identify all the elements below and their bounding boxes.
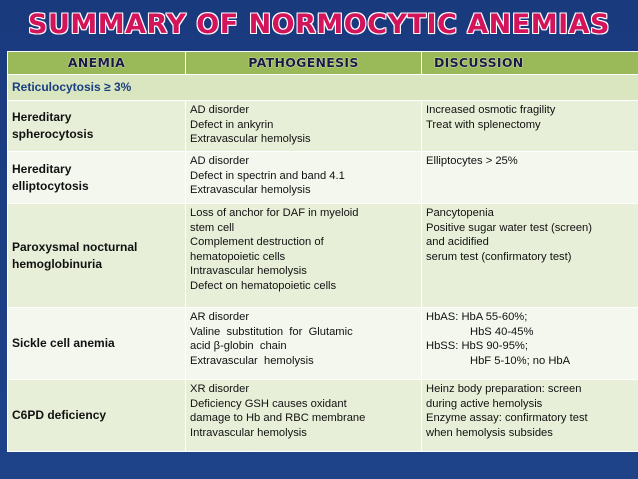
anemia-name-line: Paroxysmal nocturnal: [12, 239, 138, 254]
discussion-line: Heinz body preparation: screen: [426, 383, 582, 395]
pathogenesis-cell: [186, 308, 422, 380]
anemia-name-line: C6PD deficiency: [12, 408, 107, 422]
section-label: Reticulocytosis ≥ 3%: [8, 75, 638, 101]
discussion-line: HbSS: HbS 90-95%;: [426, 340, 528, 353]
pathogenesis-line: Extravascular hemolysis: [190, 184, 311, 197]
pathogenesis-line: acid β-globin chain: [190, 340, 287, 353]
section-row: [8, 75, 638, 101]
pathogenesis-line: Loss of anchor for DAF in myeloid: [190, 207, 359, 219]
pathogenesis-line: Deficiency GSH causes oxidant: [190, 397, 347, 410]
pathogenesis-line: damage to Hb and RBC membrane: [190, 412, 366, 425]
discussion-line: Increased osmotic fragility: [426, 104, 556, 116]
pathogenesis-cell: [186, 101, 422, 152]
table-row: [8, 204, 638, 308]
discussion-line: HbAS: HbA 55-60%;: [426, 311, 528, 323]
pathogenesis-line: AD disorder: [190, 155, 250, 167]
pathogenesis-line: stem cell: [190, 221, 235, 234]
pathogenesis-line: Defect in ankyrin: [190, 118, 274, 131]
discussion-line: Pancytopenia: [426, 207, 494, 219]
pathogenesis-line: Intravascular hemolysis: [190, 426, 307, 439]
header-row: [8, 52, 638, 75]
slide-title: SUMMARY OF NORMOCYTIC ANEMIAS: [28, 9, 610, 40]
pathogenesis-cell: [186, 204, 422, 308]
discussion-cell: [422, 152, 638, 204]
anemia-name-line: spherocytosis: [12, 127, 94, 141]
anemia-name-line: Hereditary: [12, 110, 72, 124]
header-pathogenesis: PATHOGENESIS: [186, 52, 422, 75]
table-row: [8, 101, 638, 152]
anemia-name: [8, 204, 186, 308]
pathogenesis-line: Intravascular hemolysis: [190, 265, 307, 278]
pathogenesis-line: Valine substitution for Glutamic: [190, 325, 353, 338]
table-row: [8, 380, 638, 452]
pathogenesis-line: AR disorder: [190, 311, 250, 323]
header-anemia: ANEMIA: [8, 52, 186, 75]
anemia-name-line: Sickle cell anemia: [12, 336, 115, 350]
pathogenesis-line: Extravascular hemolysis: [190, 354, 314, 367]
discussion-cell: [422, 380, 638, 452]
discussion-line: Elliptocytes > 25%: [426, 155, 518, 167]
pathogenesis-line: Extravascular hemolysis: [190, 133, 311, 146]
pathogenesis-line: Complement destruction of: [190, 236, 324, 249]
table-row: [8, 308, 638, 380]
anemia-name-line: Hereditary: [12, 161, 72, 176]
anemia-name: [8, 308, 186, 380]
discussion-cell: [422, 204, 638, 308]
discussion-line: serum test (confirmatory test): [426, 250, 572, 263]
anemia-summary-table: [7, 51, 638, 452]
discussion-line: Enzyme assay: confirmatory test: [426, 412, 588, 425]
pathogenesis-cell: [186, 152, 422, 204]
anemia-name: [8, 152, 186, 204]
discussion-cell: [422, 308, 638, 380]
anemia-name-line: hemoglobinuria: [12, 256, 102, 271]
anemia-name-line: elliptocytosis: [12, 178, 89, 193]
discussion-line: when hemolysis subsides: [426, 426, 553, 439]
anemia-name: [8, 380, 186, 452]
table-row: [8, 152, 638, 204]
discussion-line: Positive sugar water test (screen): [426, 221, 593, 234]
pathogenesis-line: Defect in spectrin and band 4.1: [190, 169, 345, 182]
pathogenesis-cell: [186, 380, 422, 452]
discussion-line: Treat with splenectomy: [426, 118, 541, 131]
header-discussion: DISCUSSION: [422, 52, 638, 75]
discussion-line: HbS 40-45%: [470, 325, 534, 338]
pathogenesis-line: XR disorder: [190, 383, 250, 395]
pathogenesis-line: AD disorder: [190, 104, 250, 116]
pathogenesis-line: Defect on hematopoietic cells: [190, 279, 337, 292]
discussion-line: and acidified: [426, 236, 489, 249]
anemia-name: [8, 101, 186, 152]
discussion-line: during active hemolysis: [426, 397, 543, 410]
discussion-cell: [422, 101, 638, 152]
discussion-line: HbF 5-10%; no HbA: [470, 354, 571, 367]
pathogenesis-line: hematopoietic cells: [190, 250, 286, 263]
